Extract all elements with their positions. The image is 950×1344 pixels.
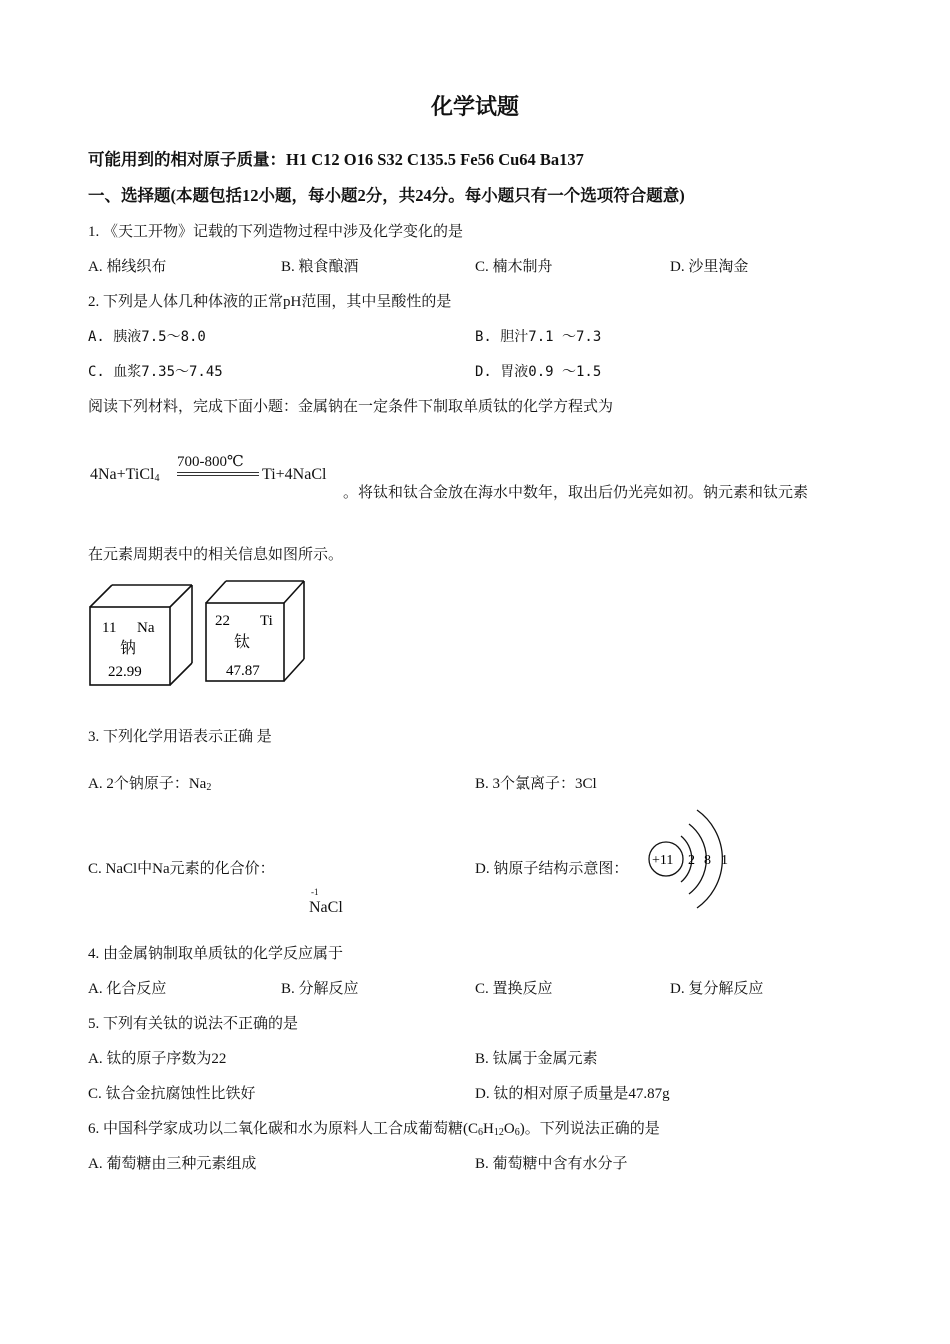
valence-mark: -1 <box>311 887 319 897</box>
q3-option-d[interactable]: D. 钠原子结构示意图： <box>475 861 629 877</box>
shell-electrons-1: 2 <box>688 853 695 868</box>
q3-option-a[interactable] <box>88 772 211 793</box>
q2-option-a[interactable]: A. 胰液7.5～8.0 <box>88 329 206 345</box>
shell-electrons-2: 8 <box>704 853 711 868</box>
sodium-number: 11 <box>102 620 117 636</box>
q4-option-b[interactable]: B. 分解反应 <box>281 981 359 997</box>
titanium-number: 22 <box>215 613 230 629</box>
q3-option-c[interactable]: C. NaCl中Na元素的化合价： <box>88 861 275 877</box>
sodium-mass: 22.99 <box>108 664 142 680</box>
q1-stem: 1. 《天工开物》记载的下列造物过程中涉及化学变化的是 <box>88 224 464 240</box>
q3-stem: 3. 下列化学用语表示正确 是 <box>88 729 272 745</box>
q4-option-a[interactable]: A. 化合反应 <box>88 981 167 997</box>
equation-equals-sign <box>177 472 259 476</box>
equation-condition: 700-800℃ <box>177 454 244 470</box>
shell-electrons-3: 1 <box>721 853 728 868</box>
reading-line3: 在元素周期表中的相关信息如图所示。 <box>88 547 344 563</box>
equation-right: Ti+4NaCl <box>262 466 327 483</box>
q6-option-a[interactable]: A. 葡萄糖由三种元素组成 <box>88 1156 257 1172</box>
q1-option-d[interactable]: D. 沙里淘金 <box>670 259 749 275</box>
sodium-symbol: Na <box>137 620 155 636</box>
q6-stem-post: )。下列说法正确的是 <box>519 1121 660 1137</box>
q5-option-d[interactable]: D. 钛的相对原子质量是47.87g <box>475 1086 670 1102</box>
valence-formula: NaCl <box>309 899 343 916</box>
q5-option-a[interactable]: A. 钛的原子序数为22 <box>88 1051 227 1067</box>
atomic-masses: 可能用到的相对原子质量：H1 C12 O16 S32 C135.5 Fe56 Cu64 Ba137 <box>88 150 584 169</box>
q2-option-c[interactable]: C. 血浆7.35～7.45 <box>88 364 223 380</box>
titanium-symbol: Ti <box>260 613 273 629</box>
q2-stem: 2. 下列是人体几种体液的正常pH范围，其中呈酸性的是 <box>88 294 452 310</box>
sodium-name: 钠 <box>120 640 137 657</box>
q6-stem-pre: 6. 中国科学家成功以二氧化碳和水为原料人工合成葡萄糖(C <box>88 1121 479 1137</box>
q2-option-b[interactable]: B. 胆汁7.1 ～7.3 <box>475 329 602 345</box>
titanium-name: 钛 <box>234 634 251 651</box>
q2-option-d[interactable]: D. 胃液0.9 ～1.5 <box>475 364 602 380</box>
q5-option-b[interactable]: B. 钛属于金属元素 <box>475 1051 598 1067</box>
equation-left <box>90 466 159 484</box>
equation-left-sub: 4 <box>154 473 160 484</box>
q6-sub-o: 6 <box>514 1127 520 1138</box>
q5-option-c[interactable]: C. 钛合金抗腐蚀性比铁好 <box>88 1086 256 1102</box>
q6-sub-h: 12 <box>493 1127 504 1138</box>
q1-option-a[interactable]: A. 棉线织布 <box>88 259 167 275</box>
q1-option-b[interactable]: B. 粮食酿酒 <box>281 259 359 275</box>
q1-option-c[interactable]: C. 楠木制舟 <box>475 259 553 275</box>
q4-option-c[interactable]: C. 置换反应 <box>475 981 553 997</box>
q4-option-d[interactable]: D. 复分解反应 <box>670 981 764 997</box>
page-title: 化学试题 <box>430 94 519 119</box>
q6-o: O <box>503 1121 515 1137</box>
q5-stem: 5. 下列有关钛的说法不正确的是 <box>88 1016 299 1032</box>
q3-option-a-sub: 2 <box>206 782 212 793</box>
reading-intro: 阅读下列材料，完成下面小题：金属钠在一定条件下制取单质钛的化学方程式为 <box>88 399 614 415</box>
element-cards-figure <box>88 577 328 689</box>
q6-h: H <box>483 1121 494 1137</box>
nucleus-charge: +11 <box>652 853 674 868</box>
titanium-mass: 47.87 <box>226 663 260 679</box>
q3-option-a-text: A. 2个钠原子：Na <box>88 776 207 792</box>
q4-stem: 4. 由金属钠制取单质钛的化学反应属于 <box>88 946 344 962</box>
q3-option-b[interactable]: B. 3个氯离子：3Cl <box>475 776 597 792</box>
q6-sub-c: 6 <box>478 1127 484 1138</box>
sodium-atom-diagram <box>640 800 740 918</box>
q6-stem <box>88 1117 660 1138</box>
equation-left-text: 4Na+TiCl <box>90 466 155 483</box>
reading-after-equation: 。将钛和钛合金放在海水中数年，取出后仍光亮如初。钠元素和钛元素 <box>343 485 809 501</box>
section-heading: 一、选择题(本题包括12小题，每小题2分，共24分。每小题只有一个选项符合题意) <box>88 186 685 205</box>
q6-option-b[interactable]: B. 葡萄糖中含有水分子 <box>475 1156 628 1172</box>
